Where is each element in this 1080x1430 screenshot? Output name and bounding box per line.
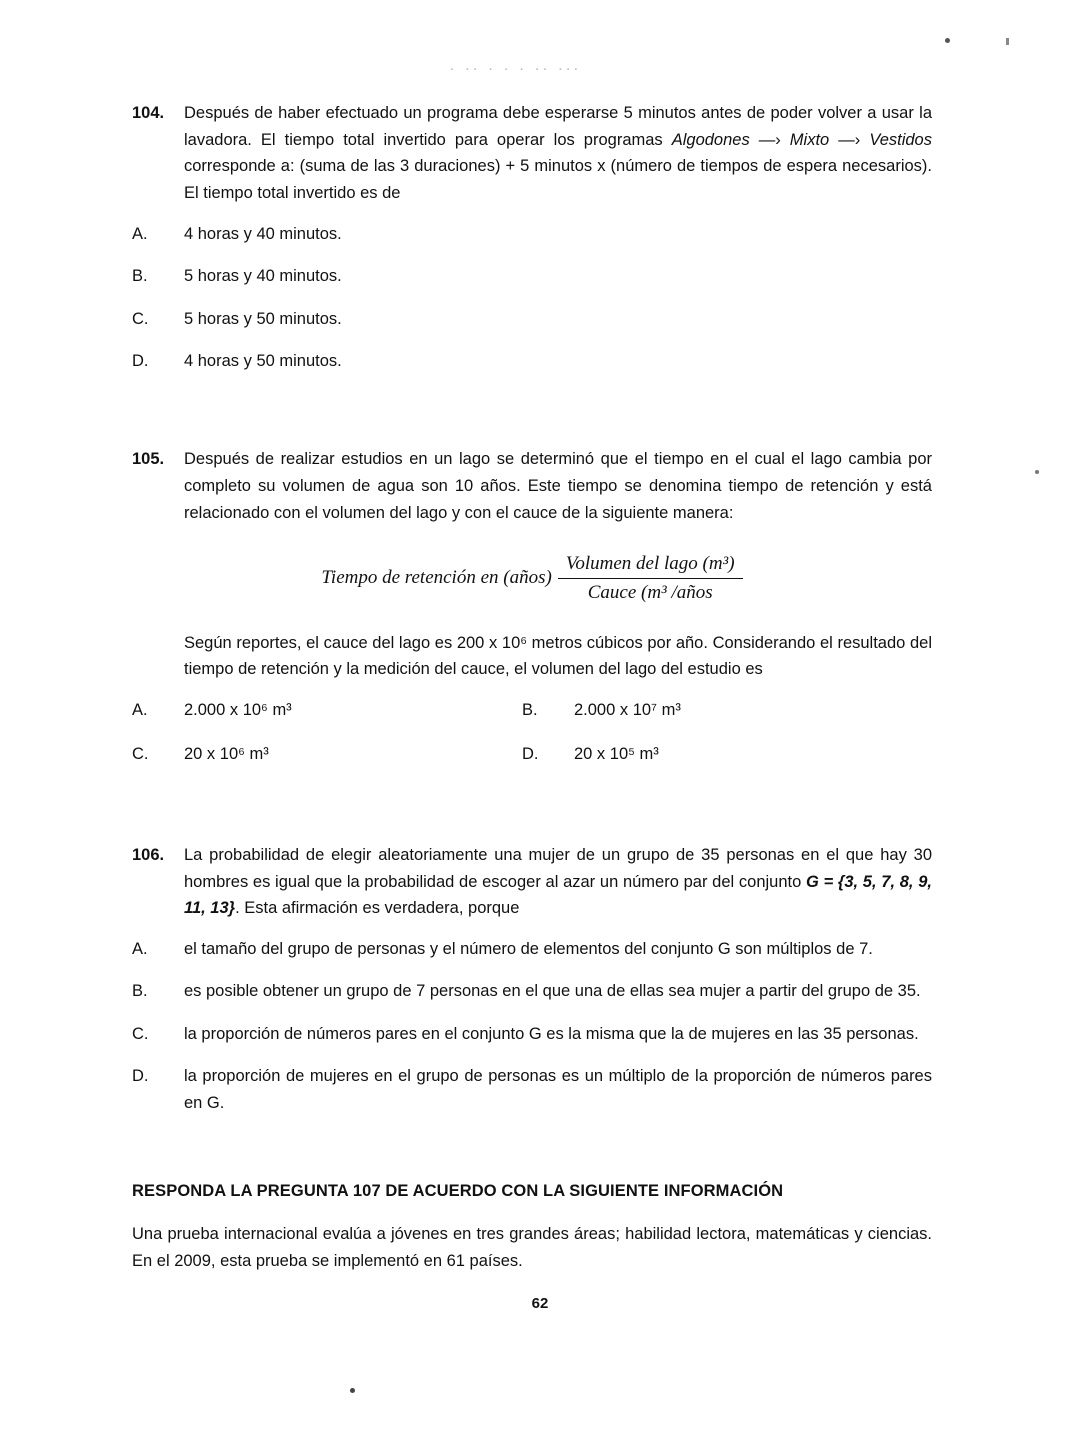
question-104 — [132, 100, 932, 374]
option-text: 20 x 10⁶ m³ — [184, 745, 269, 764]
q104-seg-2: Algodones — [671, 130, 750, 149]
q104-seg-1: Después de haber efectuado un programa debe esperarse 5 minutos antes de poder volver a usar la lavadora. El tiempo total invertido para operar los programas — [184, 104, 932, 149]
option-text: 4 horas y 50 minutos. — [184, 352, 342, 371]
option-row[interactable] — [132, 263, 932, 289]
option-letter: B. — [132, 982, 148, 1001]
option-letter: A. — [132, 939, 148, 958]
option-letter: D. — [132, 352, 149, 371]
option-row[interactable] — [132, 221, 932, 247]
question-105-number: 105. — [132, 450, 165, 469]
option-cell[interactable] — [522, 697, 681, 723]
option-letter: D. — [132, 1067, 149, 1086]
question-106-prompt — [132, 842, 932, 922]
section-spacer — [132, 786, 932, 842]
option-letter: B. — [132, 267, 148, 286]
q104-seg-5: —› — [829, 130, 870, 149]
question-104-options — [132, 221, 932, 375]
option-text: es posible obtener un grupo de 7 personas en el que una de ellas sea mujer a partir del grupo de 35. — [184, 982, 921, 1001]
option-text: la proporción de mujeres en el grupo de personas es un múltiplo de la proporción de números pares en G. — [184, 1067, 932, 1112]
section-body-text: Una prueba internacional evalúa a jóvenes en tres grandes áreas; habilidad lectora, matemáticas y ciencias. En el 2009, esta prueba se implementó en 61 países. — [132, 1224, 932, 1270]
question-107-intro — [132, 1182, 932, 1274]
question-106 — [132, 842, 932, 1116]
option-letter: A. — [132, 224, 148, 243]
question-105-text: Después de realizar estudios en un lago se determinó que el tiempo en el cual el lago cambia por completo su volumen de agua son 10 años. Este tiempo se denomina tiempo de retención y está relacionado con el volumen del lago y con el cauce de la siguiente manera: — [184, 450, 932, 522]
option-row[interactable] — [132, 1021, 932, 1047]
question-106-options — [132, 936, 932, 1116]
option-row[interactable] — [132, 348, 932, 374]
option-cell[interactable] — [132, 741, 522, 767]
question-104-text — [184, 100, 932, 207]
option-text: 2.000 x 10⁷ m³ — [574, 701, 681, 720]
option-cell[interactable] — [522, 741, 659, 767]
scan-artifact-text: . .. . . . .. ... — [450, 58, 582, 74]
scan-speck-icon — [1035, 470, 1039, 474]
page-content — [132, 100, 932, 1274]
option-text: 5 horas y 40 minutos. — [184, 267, 342, 286]
option-text: el tamaño del grupo de personas y el número de elementos del conjunto G son múltiplos de 7. — [184, 939, 873, 958]
option-letter: D. — [522, 745, 539, 764]
question-105-text-after: Según reportes, el cauce del lago es 200 x 10⁶ metros cúbicos por año. Considerando el resultado del tiempo de retención y la medición del cauce, el volumen del lago del estudio es — [184, 633, 932, 679]
question-105-options — [132, 697, 932, 768]
option-text: 20 x 10⁵ m³ — [574, 745, 659, 764]
option-letter: A. — [132, 701, 148, 720]
q104-seg-7: corresponde a: (suma de las 3 duraciones) + 5 minutos x (número de tiempos de espera necesarios). El tiempo total invertido es de — [184, 157, 932, 203]
question-104-number: 104. — [132, 104, 165, 122]
option-cell[interactable] — [132, 697, 522, 723]
question-105 — [132, 446, 932, 767]
section-heading: RESPONDA LA PREGUNTA 107 DE ACUERDO CON LA SIGUIENTE INFORMACIÓN — [132, 1181, 784, 1200]
option-row — [132, 697, 932, 723]
option-text: 2.000 x 10⁶ m³ — [184, 701, 292, 720]
scan-speck-icon — [1006, 38, 1009, 45]
formula-fraction — [558, 553, 743, 604]
formula-numerator: Volumen del lago (m³) — [565, 552, 735, 574]
option-letter: C. — [132, 745, 149, 764]
page-number: 62 — [531, 1295, 549, 1312]
scan-speck-icon — [350, 1388, 355, 1393]
question-106-number: 106. — [132, 845, 165, 864]
q104-seg-4: Mixto — [789, 130, 830, 149]
q106-seg-3: . Esta afirmación es verdadera, porque — [235, 899, 520, 918]
formula-left-term: Tiempo de retención en (años) — [321, 567, 552, 589]
q104-seg-3: —› — [749, 130, 790, 149]
scan-speck-icon — [945, 38, 950, 43]
option-text: la proporción de números pares en el conjunto G es la misma que la de mujeres en las 35 personas. — [184, 1024, 919, 1043]
q106-seg-1: La probabilidad de elegir aleatoriamente una mujer de un grupo de 35 personas en el que hay 30 hombres es igual que la probabilidad de escoger al azar un número par del conjunto — [184, 845, 932, 891]
q106-set-g: G = {3, 5, 7, 8, 9, 11, 13} — [184, 872, 932, 918]
formula-denominator: Cauce (m³ /años — [558, 578, 743, 604]
option-row — [132, 741, 932, 767]
option-row[interactable] — [132, 978, 932, 1004]
option-row[interactable] — [132, 936, 932, 962]
section-spacer — [132, 390, 932, 446]
option-letter: B. — [522, 701, 538, 720]
q104-seg-6: Vestidos — [869, 130, 932, 149]
question-104-prompt — [132, 100, 932, 207]
option-text: 4 horas y 40 minutos. — [184, 224, 342, 243]
question-105-prompt — [132, 446, 932, 526]
question-106-text — [184, 842, 932, 922]
option-letter: C. — [132, 309, 149, 328]
section-spacer — [132, 1132, 932, 1172]
option-letter: C. — [132, 1024, 149, 1043]
question-105-followup — [132, 630, 932, 683]
option-text: 5 horas y 50 minutos. — [184, 309, 342, 328]
option-row[interactable] — [132, 306, 932, 332]
retention-time-formula — [132, 553, 932, 604]
option-row[interactable] — [132, 1063, 932, 1116]
